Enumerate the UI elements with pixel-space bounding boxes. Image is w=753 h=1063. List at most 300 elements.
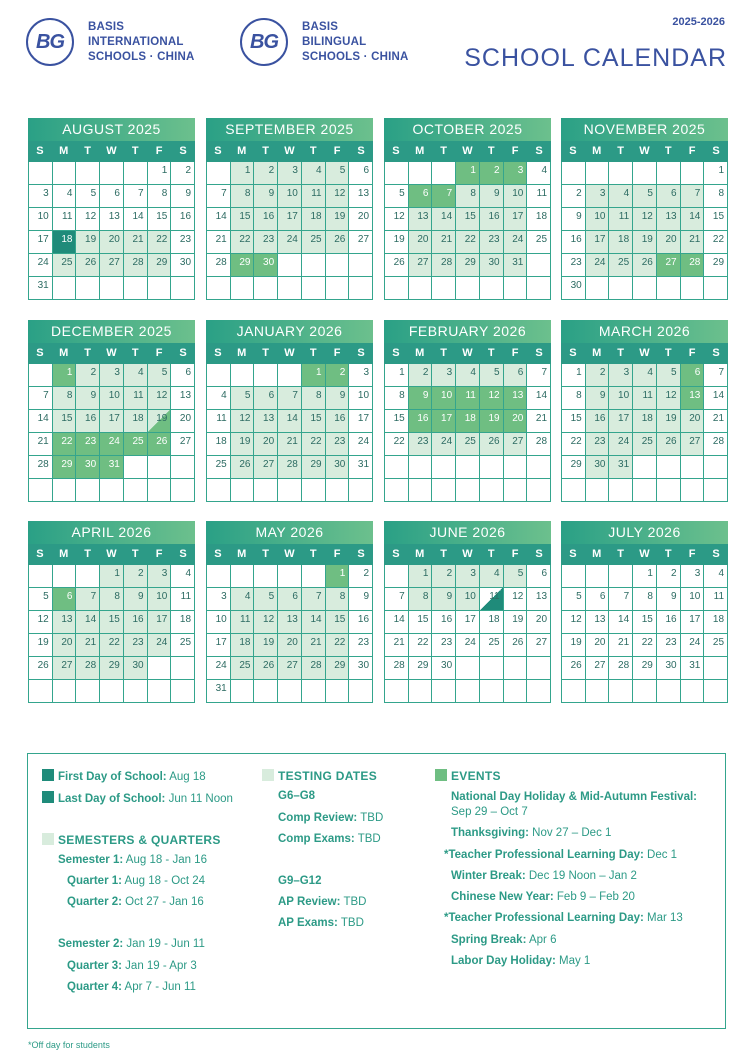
day-cell — [53, 364, 77, 387]
weekday-label: M — [59, 145, 69, 157]
empty-cell — [527, 456, 551, 479]
empty-cell — [53, 479, 77, 502]
empty-cell — [432, 162, 456, 185]
day-number: 14 — [535, 390, 548, 401]
day-number: 15 — [641, 614, 653, 625]
day-cell — [231, 208, 255, 231]
day-cell — [527, 611, 551, 634]
day-number: 26 — [156, 436, 168, 447]
empty-cell — [681, 680, 705, 703]
first-last-swatch — [42, 769, 54, 781]
day-cell — [409, 387, 433, 410]
empty-cell — [326, 479, 350, 502]
day-number: 28 — [393, 660, 405, 671]
day-cell — [633, 231, 657, 254]
empty-cell — [231, 364, 255, 387]
day-cell — [254, 410, 278, 433]
day-cell — [171, 185, 195, 208]
day-number: 24 — [286, 234, 298, 245]
weekday-label: T — [440, 347, 447, 359]
month-days — [561, 565, 728, 703]
weekday-label: S — [392, 145, 400, 157]
day-number: 4 — [470, 367, 476, 378]
week-row — [29, 162, 195, 185]
day-number: 16 — [85, 413, 97, 424]
day-cell — [609, 657, 633, 680]
day-number: 14 — [215, 211, 227, 222]
day-number: 21 — [618, 637, 630, 648]
weekday-label: T — [664, 347, 672, 359]
day-number: 31 — [618, 459, 630, 470]
day-number: 8 — [244, 188, 251, 199]
month-days — [206, 364, 373, 502]
day-cell — [432, 433, 456, 456]
page-title: SCHOOL CALENDAR — [464, 44, 727, 72]
day-cell — [302, 410, 326, 433]
day-number: 15 — [156, 211, 168, 222]
empty-cell — [100, 277, 124, 300]
month-calendar — [206, 320, 373, 502]
week-row — [385, 479, 551, 502]
day-cell — [148, 410, 172, 433]
weekday-label: M — [592, 548, 602, 560]
empty-cell — [681, 277, 705, 300]
day-cell — [480, 634, 504, 657]
day-cell — [504, 231, 528, 254]
empty-cell — [704, 456, 728, 479]
empty-cell — [385, 456, 409, 479]
day-cell — [53, 433, 77, 456]
day-cell — [527, 185, 551, 208]
day-number: 6 — [517, 367, 524, 378]
day-cell — [704, 387, 728, 410]
day-cell — [231, 410, 255, 433]
day-number: 8 — [576, 390, 582, 401]
day-cell — [76, 410, 100, 433]
week-row — [562, 611, 728, 634]
day-cell — [207, 588, 231, 611]
week-row — [385, 277, 551, 300]
empty-cell — [254, 479, 278, 502]
day-cell — [504, 634, 528, 657]
day-number: 13 — [665, 211, 677, 222]
day-cell — [254, 433, 278, 456]
day-number: 23 — [594, 436, 606, 447]
weekday-label: S — [712, 145, 720, 157]
day-number: 22 — [464, 234, 476, 245]
day-cell — [633, 611, 657, 634]
day-cell — [609, 588, 633, 611]
empty-cell — [254, 565, 278, 588]
day-cell — [504, 611, 528, 634]
day-number: 4 — [647, 367, 653, 378]
day-cell — [207, 433, 231, 456]
week-row — [207, 588, 373, 611]
day-number: 25 — [641, 436, 653, 447]
day-cell — [609, 433, 633, 456]
day-cell — [254, 185, 278, 208]
legend-quarter-4: Quarter 4: Apr 7 - Jun 11 — [67, 981, 196, 993]
day-number: 29 — [334, 660, 346, 671]
day-number: 30 — [594, 459, 606, 470]
day-cell — [657, 254, 681, 277]
weekday-label: F — [333, 548, 341, 560]
day-number: 2 — [185, 165, 192, 176]
day-cell — [207, 657, 231, 680]
day-cell — [432, 565, 456, 588]
day-cell — [657, 387, 681, 410]
day-number: 31 — [215, 683, 227, 694]
day-cell — [633, 433, 657, 456]
day-number: 1 — [576, 367, 582, 378]
month-calendar — [561, 320, 728, 502]
day-number: 3 — [446, 367, 453, 378]
week-row — [29, 387, 195, 410]
day-cell — [432, 634, 456, 657]
day-number: 16 — [594, 413, 606, 424]
day-cell — [53, 588, 77, 611]
day-cell — [29, 208, 53, 231]
day-cell — [681, 657, 705, 680]
day-cell — [657, 231, 681, 254]
day-cell — [385, 611, 409, 634]
day-cell — [480, 364, 504, 387]
day-number: 13 — [512, 390, 524, 401]
day-number: 22 — [570, 436, 582, 447]
week-row — [562, 565, 728, 588]
day-number: 21 — [441, 234, 453, 245]
day-number: 6 — [541, 568, 548, 579]
day-cell — [562, 387, 586, 410]
empty-cell — [302, 680, 326, 703]
empty-cell — [231, 277, 255, 300]
week-row — [207, 162, 373, 185]
day-number: 28 — [535, 436, 548, 447]
empty-cell — [53, 565, 77, 588]
week-row — [562, 456, 728, 479]
day-cell — [657, 611, 681, 634]
day-cell — [124, 410, 148, 433]
day-number: 8 — [339, 591, 346, 602]
day-number: 11 — [618, 211, 630, 222]
day-cell — [254, 162, 278, 185]
weekday-label: F — [511, 145, 519, 157]
week-row — [207, 657, 373, 680]
day-cell — [349, 162, 373, 185]
day-number: 5 — [576, 591, 582, 602]
day-number: 30 — [179, 257, 192, 268]
week-row — [562, 410, 728, 433]
day-number: 5 — [161, 367, 168, 378]
day-cell — [480, 185, 504, 208]
day-cell — [326, 634, 350, 657]
day-cell — [456, 185, 480, 208]
day-number: 3 — [114, 367, 120, 378]
month-calendar — [384, 320, 551, 502]
day-cell — [349, 565, 373, 588]
day-number: 1 — [114, 568, 120, 579]
empty-cell — [76, 680, 100, 703]
day-cell — [53, 611, 77, 634]
weekday-label: T — [487, 548, 495, 560]
day-cell — [633, 634, 657, 657]
day-cell — [124, 231, 148, 254]
empty-cell — [278, 277, 302, 300]
empty-cell — [504, 657, 528, 680]
day-number: 7 — [399, 591, 405, 602]
day-number: 5 — [647, 188, 653, 199]
week-row — [29, 588, 195, 611]
day-number: 30 — [488, 257, 500, 268]
day-number: 6 — [292, 591, 298, 602]
day-number: 10 — [512, 188, 524, 199]
day-number: 24 — [441, 436, 453, 447]
day-number: 11 — [311, 188, 322, 199]
empty-cell — [527, 479, 551, 502]
day-cell — [480, 162, 504, 185]
empty-cell — [657, 456, 681, 479]
day-cell — [326, 456, 350, 479]
day-number: 17 — [108, 413, 120, 424]
day-number: 21 — [393, 637, 405, 648]
weekday-label: F — [688, 347, 696, 359]
day-cell — [302, 611, 326, 634]
day-number: 29 — [712, 257, 725, 268]
day-number: 28 — [618, 660, 630, 671]
weekday-label: S — [214, 347, 222, 359]
day-number: 23 — [334, 436, 346, 447]
empty-cell — [29, 479, 53, 502]
weekday-label: S — [357, 347, 365, 359]
footnote: *Off day for students — [28, 1040, 110, 1050]
legend-ap-exams: AP Exams: TBD — [278, 917, 364, 929]
day-cell — [704, 634, 728, 657]
legend-semester-1: Semester 1: Aug 18 - Jan 16 — [58, 854, 207, 866]
week-row — [562, 364, 728, 387]
empty-cell — [326, 254, 350, 277]
day-number: 14 — [310, 614, 322, 625]
day-cell — [409, 634, 433, 657]
day-number: 19 — [37, 637, 49, 648]
day-cell — [124, 657, 148, 680]
empty-cell — [586, 479, 610, 502]
day-number: 15 — [239, 211, 251, 222]
basis-bilingual-logo — [240, 18, 409, 66]
day-number: 17 — [594, 234, 606, 245]
empty-cell — [432, 456, 456, 479]
empty-cell — [207, 565, 231, 588]
day-number: 31 — [108, 459, 120, 470]
day-number: 30 — [263, 257, 275, 268]
day-number: 16 — [665, 614, 677, 625]
day-number: 25 — [310, 234, 322, 245]
day-cell — [633, 588, 657, 611]
day-number: 12 — [156, 390, 168, 401]
day-cell — [681, 634, 705, 657]
month-calendar — [561, 118, 728, 300]
day-cell — [278, 410, 302, 433]
day-cell — [207, 231, 231, 254]
day-cell — [657, 208, 681, 231]
day-cell — [254, 588, 278, 611]
weekday-label: W — [284, 145, 295, 157]
day-cell — [385, 634, 409, 657]
empty-cell — [633, 456, 657, 479]
day-cell — [456, 611, 480, 634]
weekday-label: F — [688, 548, 696, 560]
day-cell — [432, 611, 456, 634]
week-row — [385, 634, 551, 657]
day-number: 29 — [464, 257, 476, 268]
empty-cell — [609, 479, 633, 502]
day-cell — [657, 565, 681, 588]
day-cell — [326, 588, 350, 611]
empty-cell — [349, 277, 373, 300]
weekday-label: S — [179, 548, 187, 560]
empty-cell — [148, 680, 172, 703]
week-row — [385, 433, 551, 456]
day-cell — [562, 588, 586, 611]
weekday-label: W — [639, 145, 650, 157]
weekday-label: S — [357, 145, 365, 157]
day-number: 20 — [357, 211, 370, 222]
day-number: 15 — [61, 413, 73, 424]
weekday-label: M — [592, 347, 602, 359]
day-number: 24 — [464, 637, 476, 648]
day-cell — [207, 254, 231, 277]
empty-cell — [562, 680, 586, 703]
day-cell — [231, 456, 255, 479]
empty-cell — [609, 680, 633, 703]
day-cell — [456, 565, 480, 588]
day-number: 17 — [156, 614, 168, 625]
week-row — [29, 254, 195, 277]
day-number: 17 — [286, 211, 298, 222]
day-number: 18 — [179, 614, 192, 625]
day-cell — [681, 611, 705, 634]
day-number: 16 — [570, 234, 582, 245]
empty-cell — [231, 479, 255, 502]
empty-cell — [124, 277, 148, 300]
month-title: APRIL 2026 — [28, 521, 195, 544]
legend-event-chinese-new-year: Chinese New Year: Feb 9 – Feb 20 — [451, 891, 635, 903]
empty-cell — [704, 277, 728, 300]
day-cell — [29, 387, 53, 410]
day-number: 28 — [712, 436, 725, 447]
day-number: 5 — [517, 568, 524, 579]
day-cell — [562, 185, 586, 208]
weekday-label: T — [440, 548, 447, 560]
week-row — [385, 588, 551, 611]
month-title: NOVEMBER 2025 — [561, 118, 728, 141]
day-cell — [349, 410, 373, 433]
day-number: 16 — [334, 413, 346, 424]
day-cell — [480, 208, 504, 231]
day-cell — [504, 588, 528, 611]
day-number: 24 — [689, 637, 701, 648]
day-number: 20 — [286, 637, 298, 648]
weekday-label: T — [309, 145, 317, 157]
day-number: 17 — [357, 413, 370, 424]
week-row — [207, 277, 373, 300]
week-row — [207, 479, 373, 502]
week-row — [207, 254, 373, 277]
day-cell — [278, 588, 302, 611]
legend-event-national-day-dates: Sep 29 – Oct 7 — [451, 806, 528, 818]
weekday-header — [206, 141, 373, 162]
day-number: 19 — [239, 436, 251, 447]
day-cell — [254, 657, 278, 680]
weekday-label: M — [415, 548, 425, 560]
day-cell — [562, 433, 586, 456]
month-calendar — [28, 118, 195, 300]
day-number: 5 — [494, 367, 500, 378]
weekday-label: T — [262, 145, 269, 157]
empty-cell — [171, 456, 195, 479]
day-number: 27 — [535, 637, 548, 648]
day-number: 9 — [671, 591, 677, 602]
empty-cell — [349, 479, 373, 502]
day-cell — [171, 162, 195, 185]
day-cell — [456, 588, 480, 611]
empty-cell — [171, 277, 195, 300]
day-number: 2 — [90, 367, 97, 378]
day-number: 5 — [399, 188, 405, 199]
day-number: 28 — [310, 660, 322, 671]
week-row — [385, 208, 551, 231]
weekday-label: W — [462, 145, 473, 157]
day-cell — [302, 208, 326, 231]
day-cell — [704, 162, 728, 185]
day-number: 11 — [133, 390, 144, 401]
day-cell — [432, 657, 456, 680]
day-cell — [207, 208, 231, 231]
day-number: 6 — [66, 591, 73, 602]
day-number: 9 — [185, 188, 192, 199]
month-calendar — [561, 521, 728, 703]
day-cell — [409, 433, 433, 456]
empty-cell — [504, 680, 528, 703]
day-number: 27 — [61, 660, 73, 671]
day-cell — [349, 588, 373, 611]
testing-swatch — [262, 769, 274, 781]
day-number: 23 — [488, 234, 500, 245]
month-title: JANUARY 2026 — [206, 320, 373, 343]
day-cell — [432, 588, 456, 611]
weekday-label: S — [214, 145, 222, 157]
day-number: 18 — [215, 436, 227, 447]
week-row — [385, 410, 551, 433]
day-cell — [124, 254, 148, 277]
day-cell — [704, 410, 728, 433]
day-number: 12 — [570, 614, 582, 625]
day-number: 5 — [244, 390, 251, 401]
day-number: 8 — [470, 188, 476, 199]
day-number: 22 — [61, 436, 73, 447]
weekday-label: T — [664, 548, 672, 560]
day-number: 6 — [671, 188, 677, 199]
day-cell — [278, 657, 302, 680]
month-days — [384, 364, 551, 502]
day-number: 22 — [334, 637, 346, 648]
day-cell — [207, 611, 231, 634]
day-number: 22 — [310, 436, 322, 447]
empty-cell — [504, 277, 528, 300]
weekday-label: F — [155, 548, 163, 560]
legend-first-day: First Day of School: Aug 18 — [42, 769, 206, 783]
day-number: 10 — [215, 614, 227, 625]
day-number: 12 — [37, 614, 49, 625]
